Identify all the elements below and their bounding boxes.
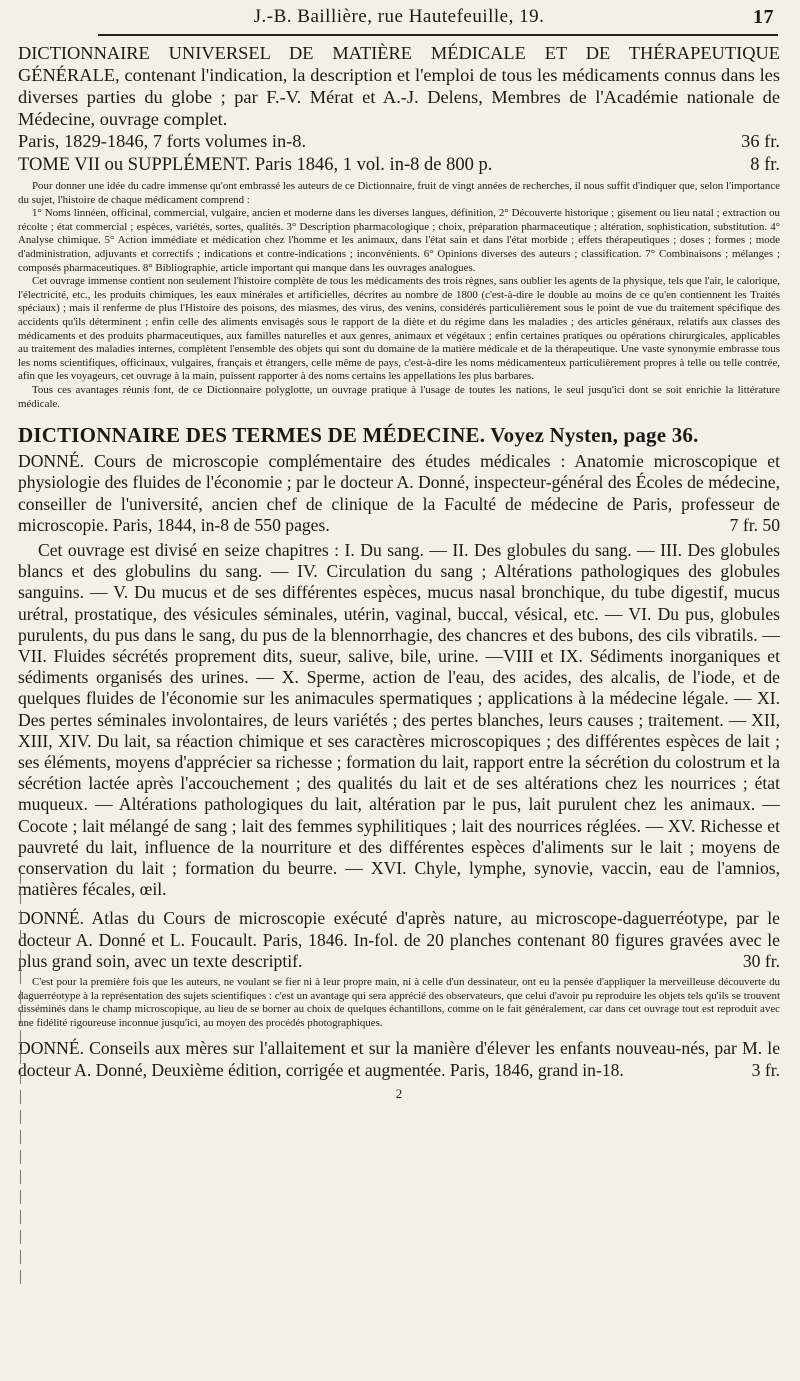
description-paragraph: Tous ces avantages réunis font, de ce Dictionnaire polyglotte, un ouvrage pratique à l'usage de toutes les nations, le seul jusqu'ici dont se soit enrichie la littérature médicale. <box>18 383 780 410</box>
entry-donne-atlas <box>18 908 780 1030</box>
tome-line <box>18 154 780 176</box>
tome-details: TOME VII ou SUPPLÉMENT. Paris 1846, 1 vol. in-8 de 800 p. <box>18 155 493 175</box>
entry-heading: DONNÉ. Atlas du Cours de microscopie exécuté d'après nature, au microscope-daguerréotype, par le docteur A. Donné et L. Foucault. Paris, 1846. In-fol. de 20 planches contenant 80 figures gravées avec le plus grand soin, avec un texte descriptif. <box>18 908 780 971</box>
entry-donne-cours <box>18 451 780 900</box>
signature-mark: 2 <box>395 1085 403 1101</box>
catalog-content <box>18 42 780 1104</box>
publication-line <box>18 130 780 152</box>
entry-title <box>18 451 780 536</box>
publication-details: Paris, 1829-1846, 7 forts volumes in-8. <box>18 131 307 151</box>
page <box>18 0 780 1381</box>
entry-dictionnaire-termes: DICTIONNAIRE DES TERMES DE MÉDECINE. Voyez Nysten, page 36. <box>18 423 699 448</box>
price: 30 fr. <box>742 950 780 971</box>
price: 8 fr. <box>750 155 780 175</box>
description-paragraph: Cet ouvrage immense contient non seulement l'histoire complète de tous les médicaments des trois règnes, sans oublier les agents de la physique, tels que l'air, le calorique, l'électricité, etc., les produits chimiques, les eaux minérales et artificielles, décrites au nombre de 1800 (c'est-à-dire le double au moins de ce qu'en contiennent les Traités spéciaux) ; mais il renferme de plus l'Histoire des poisons, des miasmes, des virus, des venins, considérés particulièrement sous le point de vue du traitement spécifique des accidents qu'ils déterminent ; enfin celle des aliments envisagés sous le rapport de la diète et du régime dans les maladies ; des articles généraux, relatifs aux classes des médicaments et des produits pharmaceutiques, aux familles naturelles et aux genres, animaux et végétaux ; enfin certaines pratiques ou opérations chirurgicales, applicables au traitement des maladies internes, complètent l'ensemble des objets qui sont du domaine de la matière médicale et de la thérapeutique. Une vaste synonymie embrasse tous les noms scientifiques, officinaux, vulgaires, français et étrangers, celle même de pays, c'est-à-dire les noms médicamenteux particulièrement propres à telle ou telle contrée, afin que les voyageurs, cet ouvrage à la main, puissent rapporter à des noms certains les appellations les plus barbares. <box>18 275 780 383</box>
entry-title: DICTIONNAIRE UNIVERSEL DE MATIÈRE MÉDICALE ET DE THÉRAPEUTIQUE GÉNÉRALE, contenant l'indication, la description et l'emploi de tous les médicaments connus dans les diverses parties du globe ; par F.-V. Mérat et A.-J. Delens, Membres de l'Académie nationale de Médecine, ouvrage complet. <box>18 43 780 129</box>
entry-dictionnaire-universel <box>18 42 780 411</box>
description-paragraph: 1° Noms linnéen, officinal, commercial, vulgaire, ancien et moderne dans les diverses langues, définition, 2° Découverte historique ; gisement ou lieu natal ; extraction ou récolte ; état commercial ; espèces, variétés, sortes, qualités. 3° Description pharmacologique ; choix, préparation pharmaceutique ; altération, sophistication, substitution. 4° Analyse chimique. 5° Action immédiate et médication chez l'homme et les animaux, dans l'état sain et dans l'état morbide ; effets thérapeutiques ; doses ; formes ; mode d'administration, adjuvants et correctifs ; indications et contre-indications ; inconvénients. 6° Opinions diverses des auteurs ; classification. 7° Combinaisons ; mélanges ; composés pharmaceutiques. 8° Bibliographie, article important qui manque dans les ouvrages analogues. <box>18 207 780 274</box>
price: 7 fr. 50 <box>729 514 780 535</box>
price: 36 fr. <box>741 131 780 151</box>
entry-note <box>18 976 780 1030</box>
price: 3 fr. <box>751 1059 780 1080</box>
entry-title <box>18 908 780 972</box>
entry-heading: DONNÉ. Cours de microscopie complémentaire des études médicales : Anatomie microscopique et physiologie des fluides de l'économie ; par le docteur A. Donné, inspecteur-général des Écoles de médecine, conseiller de l'université, ancien chef de clinique de la Faculté de médecine de Paris, professeur de microscopie. Paris, 1844, in-8 de 550 pages. <box>18 451 780 535</box>
entry-title <box>18 1038 780 1080</box>
description-paragraph: Pour donner une idée du cadre immense qu'ont embrassé les auteurs de ce Dictionnaire, fruit de vingt années de recherches, il nous suffit d'indiquer que, selon l'importance du sujet, l'histoire de chaque médicament comprend : <box>18 180 780 206</box>
description-paragraph: Cet ouvrage est divisé en seize chapitres : I. Du sang. — II. Des globules du sang. — III. Des globules blancs et des globulins du sang. — IV. Circulation du sang ; Altérations pathologiques des globules sanguins. — V. Du mucus et de ses différentes espèces, mucus nasal bronchique, du tube digestif, mucus urétral, prostatique, des vésicules séminales, utérin, vaginal, buccal, vésical, etc. — VI. Du pus, globules purulents, du pus dans le sang, du pus de la blennorrhagie, des chancres et des bubons, des cils vibratils. — VII. Fluides sécrétés proprement dits, sueur, salive, bile, urine. —VIII et IX. Sédiments inorganiques et sédiments organisés des urines. — X. Sperme, action de l'eau, des acides, des alcalis, de l'iode, et de quelques fluides de l'économie sur les animacules spermatiques ; applications à la médecine légale. — XI. Des pertes séminales involontaires, de leurs variétés ; des pertes blanches, leurs causes ; traitement. — XII, XIII, XIV. Du lait, sa réaction chimique et ses caractères microscopiques ; des différentes espèces de lait ; ses éléments, moyens d'apprécier sa richesse ; formation du lait, rapport entre la sécrétion du colostrum et la sécrétion lactée après l'accouchement ; des qualités du lait et de ses altérations chez les nourrices ; état muqueux. — Altérations pathologiques du lait, altération par le pus, lait purulent chez les animaux. — Cocote ; lait mélangé de sang ; lait des femmes syphilitiques ; lait des nourrices réglées. — XV. Richesse et pauvreté du lait, influence de la nourriture et des différentes espèces d'aliments sur le lait ; moyens de conservation du lait ; formation du beurre. — XVI. Chyle, lymphe, synovie, vaccin, eau de l'amnios, matières fécales, œil. <box>18 539 780 900</box>
running-header <box>18 6 780 36</box>
page-number: 17 <box>753 6 774 28</box>
publisher-line: J.-B. Baillière, rue Hautefeuille, 19. <box>253 6 545 27</box>
header-rule <box>98 34 778 36</box>
entry-donne-conseils <box>18 1038 780 1104</box>
entry-heading: DONNÉ. Conseils aux mères sur l'allaitement et sur la manière d'élever les enfants nouveau-nés, par M. le docteur A. Donné, Deuxième édition, corrigée et augmentée. Paris, 1846, grand in-18. <box>18 1038 780 1080</box>
entry-description <box>18 540 780 900</box>
note-paragraph: C'est pour la première fois que les auteurs, ne voulant se fier ni à leur propre main, ni à celle d'un dessinateur, ont eu la pensée d'appliquer la merveilleuse découverte du daguerréotype à la représentation des sujets scientifiques : c'est un avantage qui sera apprécié des observateurs, que celui d'avoir pu reproduire les objets tels qu'ils se trouvent disséminés dans le champ microscopique, au lieu de se borner au choix de quelques échantillons, comme on le fait généralement, car dans cet ouvrage tout est reproduit avec une fidélité rigoureuse inconnue jusqu'ici, au moyen des procédés photographiques. <box>18 975 780 1029</box>
entry-description <box>18 180 780 411</box>
margin-marks <box>20 870 30 1310</box>
